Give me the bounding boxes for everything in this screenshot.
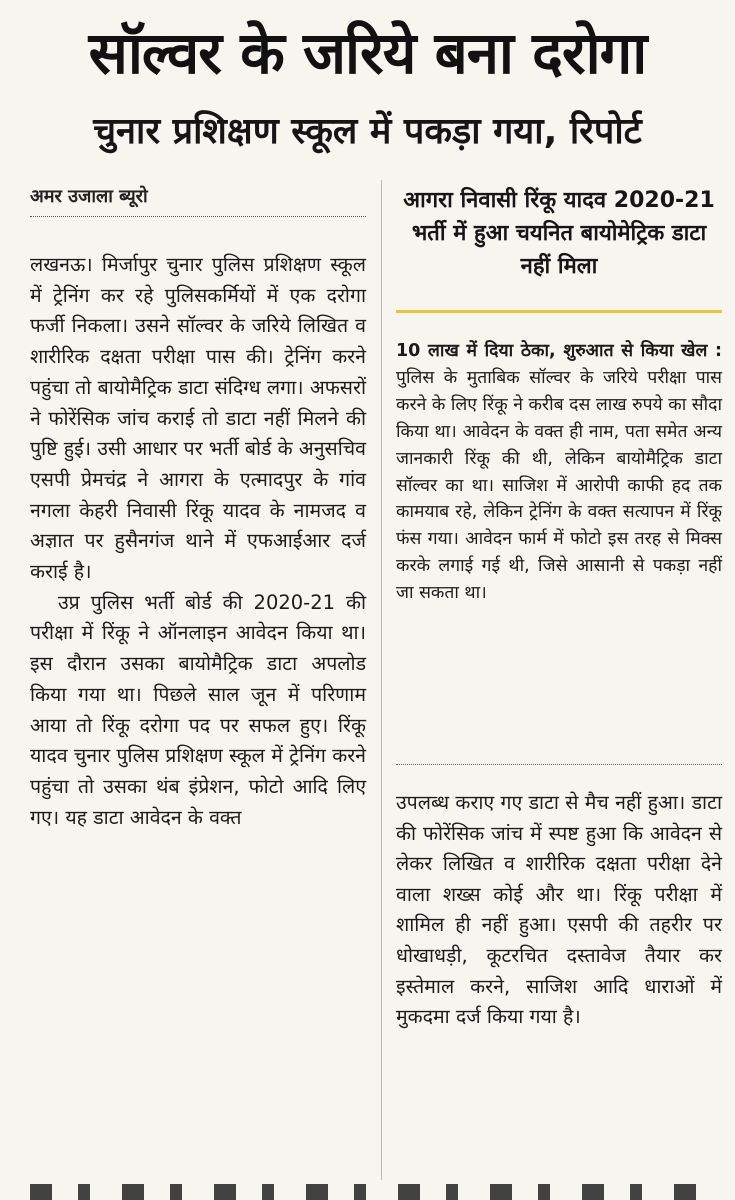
next-article-fragment (0, 1180, 735, 1200)
cropped-headline-strip (30, 1184, 710, 1200)
sidebar-heading: आगरा निवासी रिंकू यादव 2020-21 भर्ती में हुआ चयनित बायोमेट्रिक डाटा नहीं मिला (403, 188, 715, 279)
left-paragraph-1: लखनऊ। मिर्जापुर चुनार पुलिस प्रशिक्षण स्कूल में ट्रेनिंग कर रहे पुलिसकर्मियों में एक दरोगा फर्जी निकला। उसने सॉल्वर के जरिये लिखित व शारीरिक दक्षता परीक्षा पास की। ट्रेनिंग करने पहुंचा तो बायोमैट्रिक डाटा संदिग्ध लगा। अफसरों ने फोरेंसिक जांच कराई तो डाटा नहीं मिलने की पुष्टि हुई। उसी आधार पर भर्ती बोर्ड के अनुसचिव एसपी प्रेमचंद्र ने आगरा के एत्मादपुर के गांव नगला केहरी निवासी रिंकू यादव के नामजद व अज्ञात पर हुसैनगंज थाने में एफआईआर दर्ज कराई है। (30, 253, 366, 584)
right-column-divider (396, 764, 722, 765)
right-column-top (396, 338, 722, 607)
headline: सॉल्वर के जरिये बना दरोगा (88, 19, 647, 87)
sidebar-accent-rule (396, 310, 722, 313)
left-paragraph-2: उप्र पुलिस भर्ती बोर्ड की 2020-21 की परीक्षा में रिंकू ने ऑनलाइन आवेदन किया था। इस दौरान उसका बायोमैट्रिक डाटा अपलोड किया गया था। पिछले साल जून में परिणाम आया तो रिंकू दरोगा पद पर सफल हुए। रिंकू यादव चुनार पुलिस प्रशिक्षण स्कूल में ट्रेनिंग करने पहुंचा तो उसका थंब इंप्रेशन, फोटो आदि लिए गए। यह डाटा आवेदन के वक्त (30, 590, 366, 829)
left-column (30, 250, 366, 833)
right-column-bottom (396, 788, 722, 1033)
right-paragraph-1 (396, 338, 722, 607)
subheadline: चुनार प्रशिक्षण स्कूल में पकड़ा गया, रिपोर्ट (93, 111, 642, 152)
right-paragraph-2: उपलब्ध कराए गए डाटा से मैच नहीं हुआ। डाटा की फोरेंसिक जांच में स्पष्ट हुआ कि आवेदन से लेकर लिखित व शारीरिक दक्षता परीक्षा देने वाला शख्स कोई और था। रिंकू परीक्षा में शामिल ही नहीं हुआ। एसपी की तहरीर पर धोखाधड़ी, कूटरचित दस्तावेज तैयार कर इस्तेमाल करने, साजिश आदि धाराओं में मुकदमा दर्ज किया गया है। (396, 791, 722, 1029)
column-divider (381, 180, 382, 1180)
byline-divider (30, 216, 366, 217)
byline: अमर उजाला ब्यूरो (30, 186, 148, 207)
right-lead: 10 लाख में दिया ठेका, शुरुआत से किया खेल : (396, 341, 722, 361)
right-paragraph-1-text: पुलिस के मुताबिक सॉल्वर के जरिये परीक्षा पास करने के लिए रिंकू ने करीब दस लाख रुपये का सौदा किया था। आवेदन के वक्त ही नाम, पता समेत अन्य जानकारी रिंकू की थी, लेकिन बायोमैट्रिक डाटा सॉल्वर का था। साजिश में आरोपी काफी हद तक कामयाब रहे, लेकिन ट्रेनिंग के वक्त सत्यापन में रिंकू फंस गया। आवेदन फार्म में फोटो इस तरह से मिक्स करके लगाई गई थी, जिसे आसानी से पकड़ा नहीं जा सकता था। (396, 367, 722, 604)
